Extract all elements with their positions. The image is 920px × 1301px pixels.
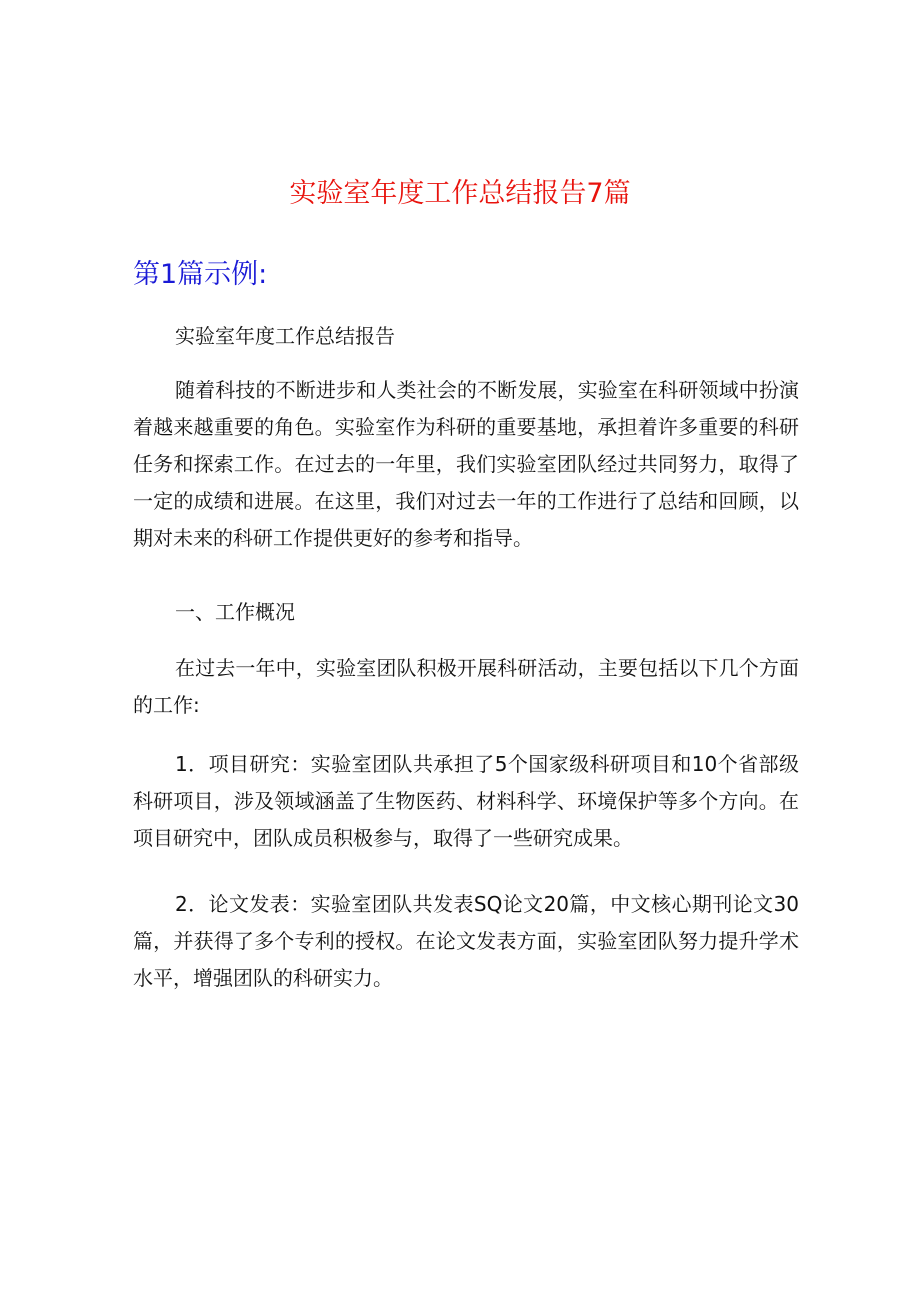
list-item-paper-publication: 2．论文发表：实验室团队共发表SQ论文20篇，中文核心期刊论文30篇，并获得了多个专利的授权。在论文发表方面，实验室团队努力提升学术水平，增强团队的科研实力。 bbox=[133, 892, 799, 990]
section-title-work-overview: 一、工作概况 bbox=[175, 600, 295, 624]
section-heading: 第1篇示例: bbox=[133, 259, 268, 290]
list-item-project-research: 1．项目研究：实验室团队共承担了5个国家级科研项目和10个省部级科研项目，涉及领域涵盖了生物医药、材料科学、环境保护等多个方向。在项目研究中，团队成员积极参与，取得了一些研究成果。 bbox=[133, 752, 799, 850]
overview-paragraph: 在过去一年中，实验室团队积极开展科研活动，主要包括以下几个方面的工作: bbox=[133, 656, 799, 717]
intro-paragraph: 随着科技的不断进步和人类社会的不断发展，实验室在科研领域中扮演着越来越重要的角色。实验室作为科研的重要基地，承担着许多重要的科研任务和探索工作。在过去的一年里，我们实验室团队经过共同努力，取得了一定的成绩和进展。在这里，我们对过去一年的工作进行了总结和回顾，以期对未来的科研工作提供更好的参考和指导。 bbox=[133, 378, 799, 550]
document-title: 实验室年度工作总结报告7篇 bbox=[289, 178, 631, 209]
report-subtitle: 实验室年度工作总结报告 bbox=[175, 324, 395, 348]
